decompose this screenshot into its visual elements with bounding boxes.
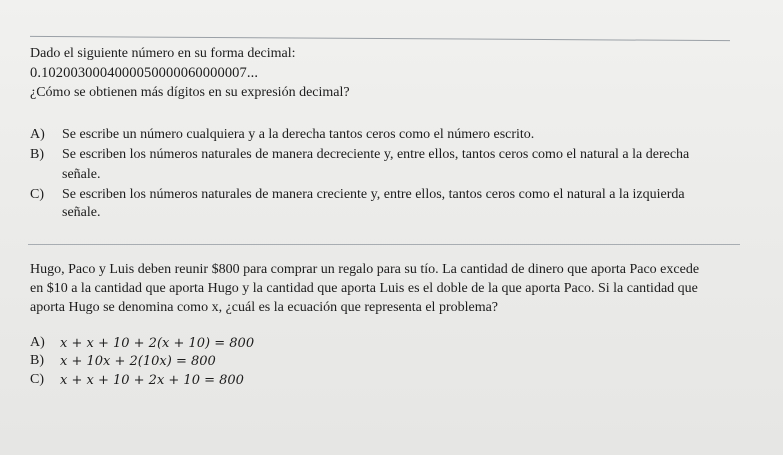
q1-option-a-text: Se escribe un número cualquiera y a la derecha tantos ceros como el número escrito. — [62, 127, 535, 142]
q1-option-c-letter: C) — [30, 187, 44, 202]
top-divider — [30, 36, 730, 41]
q2-option-a-letter: A) — [30, 335, 45, 350]
q1-option-c-text-line1: Se escriben los números naturales de manera creciente y, entre ellos, tantos ceros como el natural a la izquierda — [62, 187, 685, 202]
q1-stem: Dado el siguiente número en su forma decimal: — [30, 46, 296, 61]
q2-option-b-letter: B) — [30, 353, 44, 368]
q2-stem-line2: en $10 a la cantidad que aporta Hugo y la cantidad que aporta Luis es el doble de la que aporta Paco. Si la cantidad que — [30, 281, 698, 296]
q2-option-a-equation: x + x + 10 + 2(x + 10) = 800 — [60, 336, 255, 351]
q2-stem-line3: aporta Hugo se denomina como x, ¿cuál es la ecuación que representa el problema? — [30, 300, 499, 315]
q2-option-b-equation: x + 10x + 2(10x) = 800 — [60, 354, 216, 369]
q1-question: ¿Cómo se obtienen más dígitos en su expresión decimal? — [30, 85, 350, 100]
q1-option-b-letter: B) — [30, 147, 44, 162]
q1-option-b-text-line2: señale. — [62, 167, 101, 182]
q2-option-c-equation: x + x + 10 + 2x + 10 = 800 — [60, 373, 244, 388]
q1-option-a-letter: A) — [30, 127, 45, 142]
q2-option-c-letter: C) — [30, 372, 44, 387]
middle-divider — [28, 244, 740, 245]
q1-option-b-text-line1: Se escriben los números naturales de manera decreciente y, entre ellos, tantos ceros como el natural a la derecha — [62, 147, 690, 162]
q1-option-c-text-line2: señale. — [62, 205, 101, 220]
q2-stem-line1: Hugo, Paco y Luis deben reunir $800 para comprar un regalo para su tío. La cantidad de dinero que aporta Paco excede — [30, 262, 700, 277]
q1-decimal-number: 0.1020030004000050000060000007... — [30, 65, 259, 81]
